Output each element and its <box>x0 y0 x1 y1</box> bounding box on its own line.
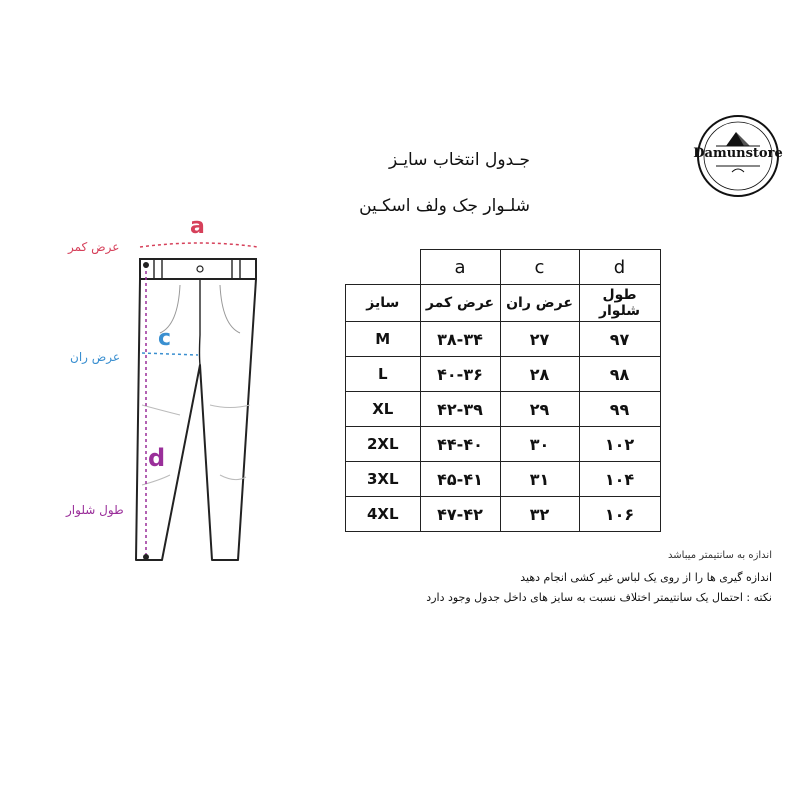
header-size: سایز <box>346 285 421 322</box>
page-title: جـدول انتخاب سایـز <box>388 150 530 170</box>
cell-length: ۹۸ <box>579 357 660 392</box>
cell-thigh: ۲۷ <box>500 322 579 357</box>
table-header-row <box>346 285 661 322</box>
header-thigh: عرض ران <box>500 285 579 322</box>
table-row <box>346 392 661 427</box>
cell-size: 3XL <box>346 462 421 497</box>
thigh-letter: c <box>158 326 172 351</box>
cell-waist: ۴۰-۳۶ <box>420 357 500 392</box>
col-letter-d: d <box>579 250 660 285</box>
size-table <box>345 249 661 532</box>
pants-outline <box>136 279 256 560</box>
table-row <box>346 462 661 497</box>
table-row <box>346 427 661 462</box>
cell-size: M <box>346 322 421 357</box>
header-length: طول شلوار <box>579 285 660 322</box>
page-subtitle: شلـوار جک ولف اسکـین <box>359 196 530 216</box>
cell-waist: ۳۸-۳۴ <box>420 322 500 357</box>
note-measuring: اندازه گیری ها را از روی یک لباس غیر کشی انجام دهید <box>520 571 772 584</box>
length-letter: d <box>148 444 166 472</box>
cell-size: 2XL <box>346 427 421 462</box>
header-waist: عرض کمر <box>420 285 500 322</box>
store-logo <box>686 106 790 206</box>
cell-thigh: ۲۸ <box>500 357 579 392</box>
cell-thigh: ۲۹ <box>500 392 579 427</box>
table-row <box>346 357 661 392</box>
table-corner <box>346 250 421 285</box>
cell-waist: ۴۷-۴۲ <box>420 497 500 532</box>
table-row <box>346 322 661 357</box>
thigh-label: عرض ران <box>70 350 121 364</box>
note-tolerance: نکته : احتمال یک سانتیمتر اختلاف نسبت به سایز های داخل جدول وجود دارد <box>426 591 772 604</box>
cell-length: ۱۰۶ <box>579 497 660 532</box>
cell-length: ۹۹ <box>579 392 660 427</box>
cell-size: L <box>346 357 421 392</box>
cell-thigh: ۳۱ <box>500 462 579 497</box>
cell-length: ۹۷ <box>579 322 660 357</box>
cell-thigh: ۳۲ <box>500 497 579 532</box>
cell-size: XL <box>346 392 421 427</box>
cell-waist: ۴۴-۴۰ <box>420 427 500 462</box>
cell-length: ۱۰۴ <box>579 462 660 497</box>
cell-length: ۱۰۲ <box>579 427 660 462</box>
table-row <box>346 497 661 532</box>
length-label: طول شلوار <box>66 503 124 517</box>
col-letter-a: a <box>420 250 500 285</box>
pants-diagram <box>60 215 270 575</box>
cell-waist: ۴۲-۳۹ <box>420 392 500 427</box>
cell-thigh: ۳۰ <box>500 427 579 462</box>
waist-label: عرض کمر <box>68 240 120 254</box>
table-letters-row <box>346 250 661 285</box>
waist-measure-line <box>140 243 258 247</box>
cell-waist: ۴۵-۴۱ <box>420 462 500 497</box>
col-letter-c: c <box>500 250 579 285</box>
cell-size: 4XL <box>346 497 421 532</box>
note-units: اندازه به سانتیمتر میباشد <box>668 550 772 561</box>
logo-text: Damunstore <box>693 146 783 161</box>
waist-letter: a <box>190 214 205 239</box>
